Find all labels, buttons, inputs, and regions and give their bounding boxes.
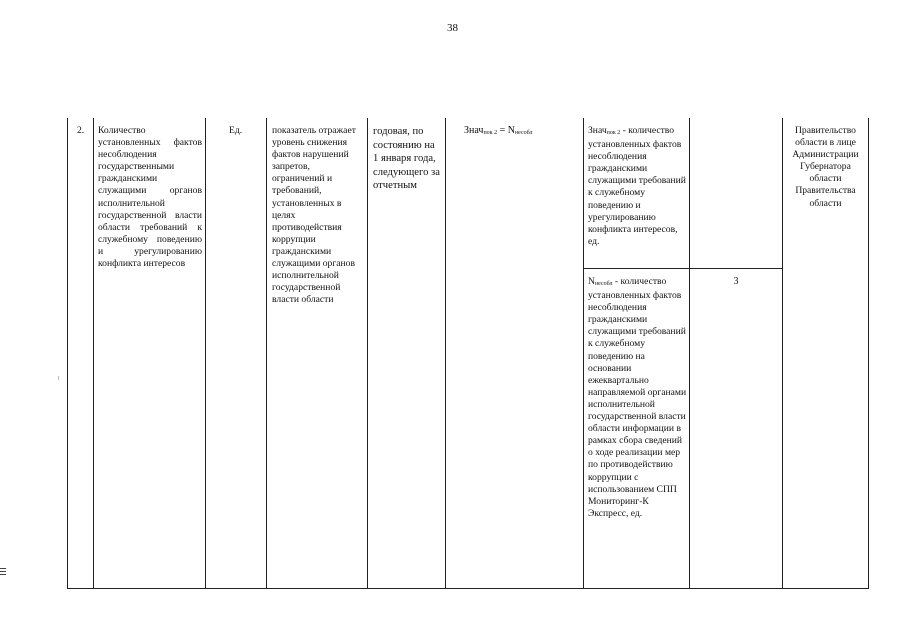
indicator-description: показатель отражает уровень снижения фактов нарушений запретов, ограничений и требований, установленных в целях противодействия коррупции гражданскими служащими органов исполнительной государственной власти области xyxy=(272,125,356,306)
variable-1-sub: пок 2 xyxy=(606,130,621,136)
variable-2-text: - количество установленных фактов несоблюдения гражданскими служащими требований к служебному поведению на основании ежеквартально направляемой органами исполнительной государственной власти области информации в рамках сбора сведений о ходе реализации мер по противодействию коррупции с использованием СПП Мониторинг-К Экспресс, ед. xyxy=(588,276,687,519)
variable-2-sub: несобл xyxy=(594,281,613,287)
formula-equals-sub: несобл xyxy=(514,130,533,136)
formula-main: Знач xyxy=(464,125,484,136)
formula-main-sub: пок 2 xyxy=(483,130,498,136)
row-number: 2. xyxy=(77,125,85,136)
page-number: 38 xyxy=(447,22,458,34)
formula-equals: = N xyxy=(497,125,515,136)
variable-1-definition xyxy=(588,125,687,248)
variable-1-text: - количество установленных фактов несоблюдения гражданскими служащими требований к служебному поведению и урегулированию конфликта интересов, ед. xyxy=(588,125,686,247)
variable-2-definition xyxy=(588,276,687,520)
unit-of-measure: Ед. xyxy=(229,125,243,136)
variable-2-symbol: N xyxy=(588,276,595,287)
periodicity: годовая, по состоянию на 1 января года, следующего за отчетным xyxy=(373,126,440,191)
variable-1-symbol: Знач xyxy=(588,125,607,136)
formula xyxy=(464,125,582,139)
indicator-name: Количество установленных фактов несоблюдения государственными гражданскими служащими органов исполнительной государственной власти области требований к служебному поведению и урегулированию конфликта интересов xyxy=(98,125,202,270)
variable-2-value: 3 xyxy=(733,276,739,287)
responsible-body: Правительство области в лице Администрации Губернатора области Правительства области xyxy=(792,125,859,209)
